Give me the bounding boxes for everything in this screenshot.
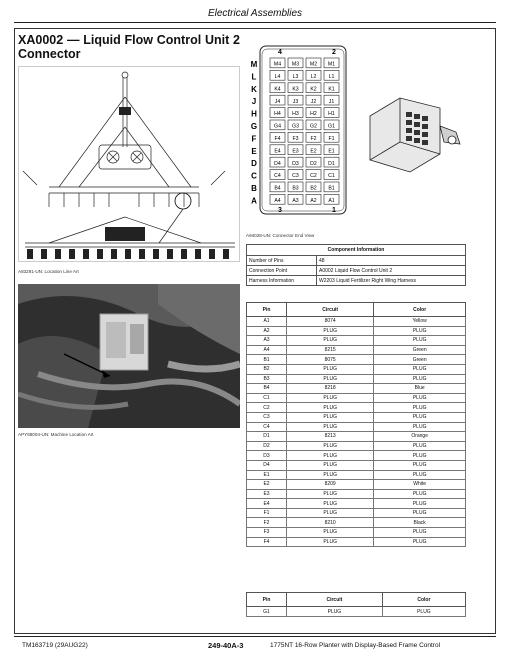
planter-line-art [19,67,240,262]
footer-description: 1775NT 16-Row Planter with Display-Based Frame Control [270,642,441,649]
pin-cell: F4 [247,537,287,547]
color-cell: Green [374,345,466,355]
table-row [247,451,466,461]
circuit-cell: PLUG [287,441,374,451]
circuit-cell: PLUG [287,422,374,432]
machine-location-caption: APY68004-UN: Machine Location Art [18,432,94,437]
pin-label: K4 [274,86,281,93]
pin-label: J3 [292,98,299,105]
color-cell: Black [374,518,466,528]
color-cell: PLUG [374,403,466,413]
component-info-row [247,256,466,266]
pin-label: K2 [310,86,317,93]
pin-label: B1 [328,185,335,192]
row-letter: B [251,184,257,193]
info-label: Connection Point [247,266,317,276]
table-row [247,345,466,355]
color-cell: Green [374,355,466,365]
pin-label: J2 [310,98,317,105]
table-row [247,470,466,480]
table-row [247,422,466,432]
pin-label: E1 [328,148,335,155]
color-cell: PLUG [374,441,466,451]
circuit-cell: PLUG [287,374,374,384]
header-title: Electrical Assemblies [207,8,303,19]
circuit-header: Circuit [287,593,383,607]
component-info-row [247,266,466,276]
pin-label: C3 [292,173,299,180]
pin-cell: C4 [247,422,287,432]
pin-label: G1 [328,123,335,130]
table-row [247,403,466,413]
pin-cell: A1 [247,317,287,327]
pin-cell: E2 [247,480,287,490]
row-letter: L [251,72,257,82]
pin-label: J1 [328,98,335,105]
pin-table-2-header-row [247,593,466,607]
pin-label: M1 [327,61,336,68]
pin-label: E3 [292,148,299,155]
color-cell: PLUG [374,537,466,547]
pin-header: Pin [247,303,287,317]
pin-cell: D1 [247,432,287,442]
top-number: 4 [278,49,282,56]
pin-label: H4 [274,111,281,118]
color-header: Color [374,303,466,317]
circuit-cell: 8218 [287,384,374,394]
circuit-cell: PLUG [287,470,374,480]
color-cell: PLUG [374,460,466,470]
pin-cell: E4 [247,499,287,509]
pin-header: Pin [247,593,287,607]
pin-label: B4 [274,185,281,192]
pin-label: F1 [328,136,335,142]
circuit-cell: PLUG [287,403,374,413]
pin-label: A3 [292,198,299,204]
circuit-cell: PLUG [287,508,374,518]
table-row [247,432,466,442]
row-letter: E [251,146,257,156]
pin-cell: C3 [247,412,287,422]
pin-label: C1 [328,173,335,180]
color-cell: PLUG [374,499,466,509]
pin-label: F3 [292,136,299,142]
pin-cell: E3 [247,489,287,499]
footer-doc-id: TM163719 (29AUG22) [22,642,88,649]
circuit-cell: 8209 [287,480,374,490]
circuit-cell: 8074 [287,317,374,327]
location-line-art [18,66,240,262]
color-cell: PLUG [374,326,466,336]
info-label: Harness Information [247,276,317,286]
bottom-number: 3 [278,207,282,214]
pin-label: K1 [328,86,335,93]
pin-cell: A3 [247,336,287,346]
pin-cell: C2 [247,403,287,413]
circuit-cell: PLUG [287,393,374,403]
color-cell: Yellow [374,317,466,327]
circuit-cell: 8213 [287,432,374,442]
circuit-cell: PLUG [287,460,374,470]
color-cell: PLUG [374,336,466,346]
row-letter: M [250,60,258,69]
circuit-cell: PLUG [287,412,374,422]
pin-label: F4 [274,136,281,142]
pin-label: L3 [292,74,299,80]
pin-cell: B3 [247,374,287,384]
row-letter: J [251,97,257,107]
color-cell: PLUG [374,451,466,461]
color-cell: PLUG [374,528,466,538]
circuit-cell: PLUG [287,607,383,617]
color-cell: PLUG [374,422,466,432]
pin-cell: A2 [247,326,287,336]
pin-label: H3 [292,111,299,118]
table-row [247,528,466,538]
color-cell: PLUG [374,364,466,374]
color-cell: PLUG [374,412,466,422]
table-row [247,384,466,394]
pin-cell: G1 [247,607,287,617]
pin-label: G2 [310,123,317,130]
pin-label: A1 [328,198,335,204]
pin-cell: B1 [247,355,287,365]
circuit-cell: PLUG [287,451,374,461]
circuit-cell: PLUG [287,528,374,538]
table-row [247,480,466,490]
color-cell: Orange [374,432,466,442]
table-row [247,364,466,374]
pin-label: E4 [274,148,281,155]
circuit-cell: PLUG [287,326,374,336]
pin-cell: F1 [247,508,287,518]
footer-page-number: 249-40A-3 [208,641,244,650]
pin-cell: B2 [247,364,287,374]
pin-label: M2 [309,61,318,68]
table-row [247,374,466,384]
bottom-number: 1 [332,207,336,214]
row-letter: F [251,134,257,144]
pin-label: D4 [274,160,281,167]
section-title [18,33,240,61]
pin-cell: D2 [247,441,287,451]
table-row [247,518,466,528]
pin-label: C4 [274,173,281,180]
color-cell: PLUG [374,470,466,480]
section-title-line-1: XA0002 — Liquid Flow Control Unit 2 [18,33,240,47]
color-cell: PLUG [374,374,466,384]
component-info-header: Component Information [247,245,466,256]
circuit-cell: 8075 [287,355,374,365]
pin-label: H2 [310,111,317,118]
pin-table [246,302,466,547]
circuit-cell: 8215 [287,345,374,355]
top-number: 2 [332,49,336,56]
pin-label: A2 [310,198,317,204]
circuit-cell: PLUG [287,499,374,509]
pin-label: B2 [310,185,317,192]
connector-3d-art [360,86,470,176]
pin-table-header-row [247,303,466,317]
table-row [247,317,466,327]
pin-label: C2 [310,173,317,180]
pin-cell: D4 [247,460,287,470]
color-cell: White [374,480,466,490]
table-row [247,460,466,470]
row-letter: A [251,196,257,206]
component-info-table [246,244,466,286]
row-letter: K [251,84,257,94]
pin-label: M4 [273,61,282,68]
table-row [247,508,466,518]
table-row [247,441,466,451]
pin-label: J4 [274,98,281,105]
circuit-header: Circuit [287,303,374,317]
circuit-cell: PLUG [287,537,374,547]
pin-label: H1 [328,111,335,118]
page-header [0,0,510,26]
row-letter: H [251,109,257,119]
table-row [247,499,466,509]
pin-label: L2 [310,74,317,80]
info-value: 48 [317,256,466,266]
table-row [247,336,466,346]
machine-location-photo [18,284,240,428]
color-cell: PLUG [374,489,466,499]
footer-rule [14,636,496,637]
color-cell: PLUG [374,508,466,518]
table-row [247,355,466,365]
pin-label: G3 [292,123,299,130]
pin-label: L4 [274,74,281,80]
table-row [247,393,466,403]
component-info-row [247,276,466,286]
color-header: Color [382,593,465,607]
pin-cell: A4 [247,345,287,355]
info-value: A0002 Liquid Flow Control Unit 2 [317,266,466,276]
pin-cell: B4 [247,384,287,394]
pin-label: D1 [328,160,335,167]
header-rule [14,22,496,23]
table-row [247,537,466,547]
table-row [247,412,466,422]
circuit-cell: PLUG [287,489,374,499]
row-letter: G [250,122,258,131]
pin-label: L1 [328,74,335,80]
pin-label: A4 [274,198,281,204]
machine-photo-art [18,284,240,428]
connector-end-caption: A94028-UN: Connector End View [246,233,315,238]
table-row [247,326,466,336]
row-letter: C [251,171,257,181]
info-value: W2203 Liquid Fertilizer Right Wing Harness [317,276,466,286]
pin-label: D2 [310,160,317,167]
color-cell: PLUG [374,393,466,403]
circuit-cell: PLUG [287,336,374,346]
table-row [247,607,466,617]
connector-end-view [246,40,350,218]
circuit-cell: PLUG [287,364,374,374]
pin-cell: E1 [247,470,287,480]
color-cell: PLUG [382,607,465,617]
pin-table-2 [246,592,466,617]
color-cell: Blue [374,384,466,394]
section-title-line-2: Connector [18,47,81,61]
component-info-header-row [247,245,466,256]
pin-label: K3 [292,86,299,93]
pin-label: E2 [310,148,317,155]
pin-cell: C1 [247,393,287,403]
location-line-art-caption: A83291-UN: Location Line Art [18,269,79,274]
pin-cell: F3 [247,528,287,538]
connector-3d-drawing [360,86,470,176]
pin-label: G4 [274,123,281,130]
pin-cell: F2 [247,518,287,528]
circuit-cell: 8210 [287,518,374,528]
connector-diagram [246,40,350,218]
pin-label: F2 [310,136,317,142]
pin-cell: D3 [247,451,287,461]
table-row [247,489,466,499]
pin-label: M3 [291,61,300,68]
info-label: Number of Pins [247,256,317,266]
pin-label: B3 [292,185,299,192]
row-letter: D [251,159,257,169]
pin-label: D3 [292,160,299,167]
